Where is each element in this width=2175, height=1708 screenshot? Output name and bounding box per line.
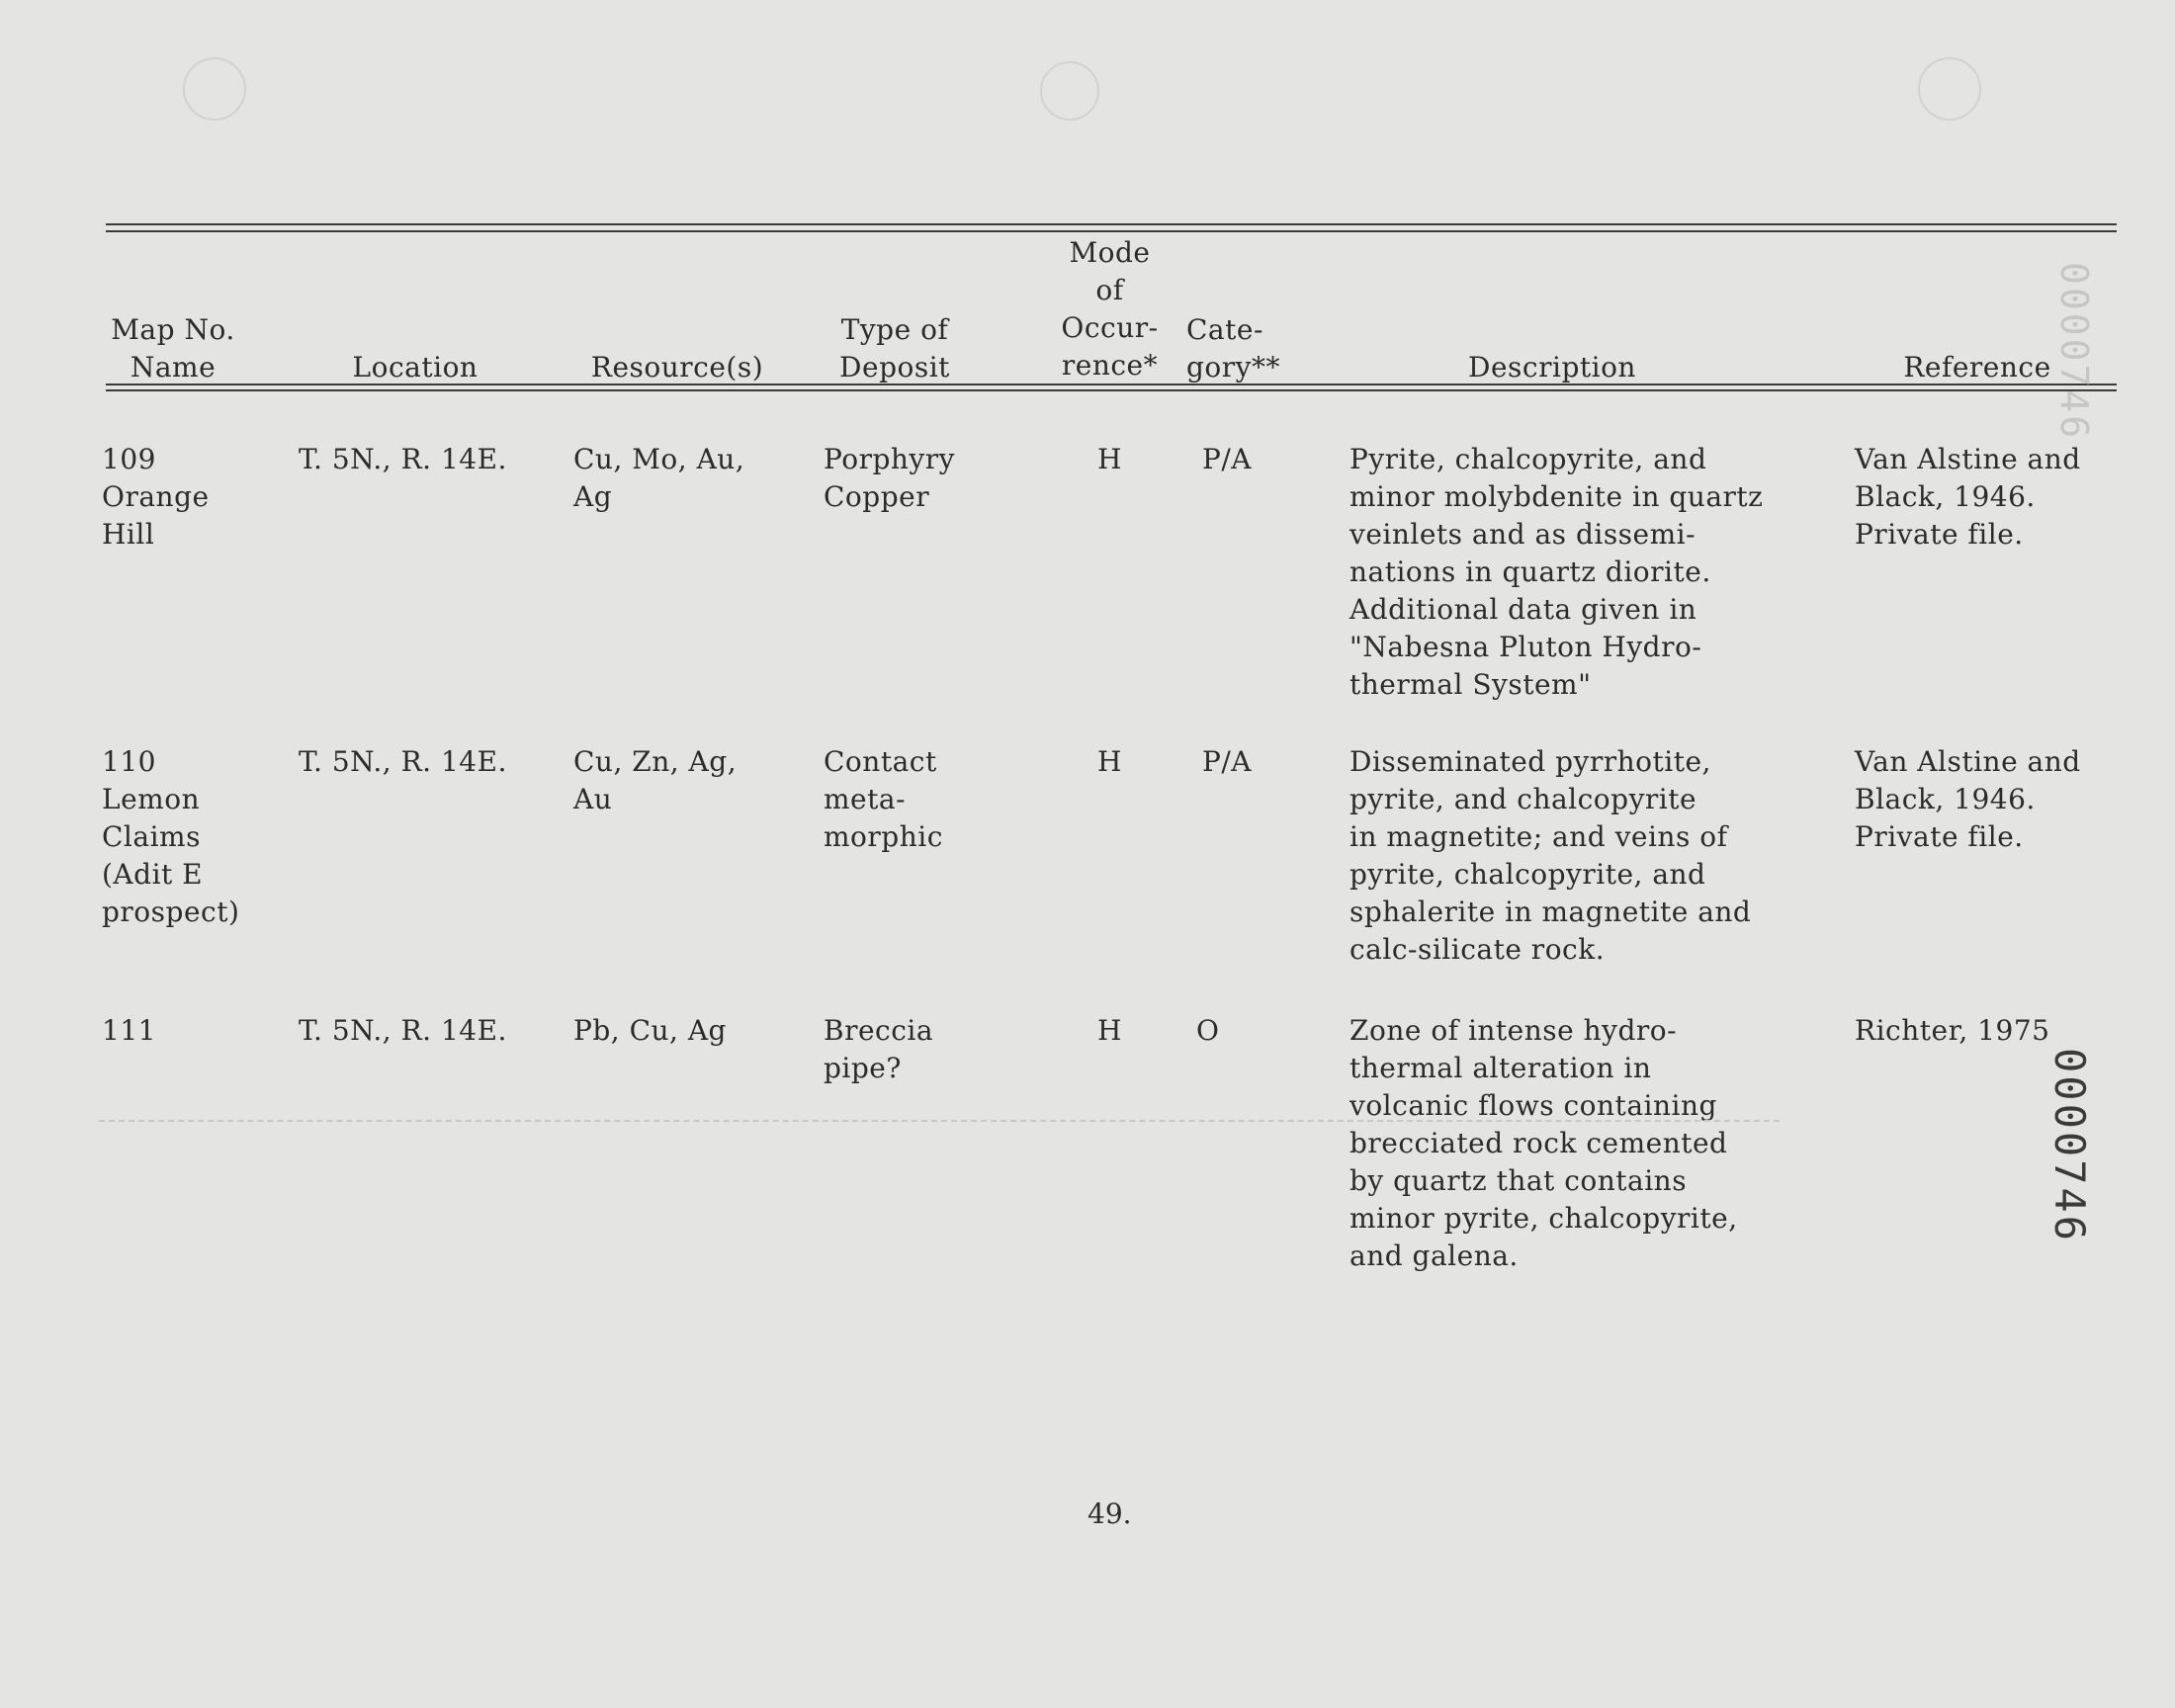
cell-line: O [1196, 1014, 1220, 1047]
header-mode-line: Mode [1069, 236, 1151, 269]
header-rule-2 [106, 389, 2117, 391]
header-category-line: gory** [1186, 351, 1280, 384]
cell-line: in magnetite; and veins of [1349, 820, 1728, 853]
cell-line: sphalerite in magnetite and [1349, 896, 1752, 928]
cell-mode [1097, 441, 1157, 478]
cell-line: Disseminated pyrrhotite, [1349, 745, 1711, 778]
cell-line: P/A [1202, 443, 1252, 475]
cell-location [299, 743, 556, 781]
cell-line: pyrite, and chalcopyrite [1349, 783, 1697, 815]
cell-line: volcanic flows containing [1349, 1089, 1717, 1122]
cell-deposit [824, 743, 1021, 856]
cell-deposit [824, 441, 1021, 516]
punch-hole-right [1918, 57, 1981, 121]
header-description [1345, 349, 1760, 386]
header-description-label: Description [1468, 351, 1636, 384]
header-rule [106, 384, 2117, 385]
cell-reference [1855, 743, 2122, 856]
header-mode-line: Occur- [1061, 311, 1159, 344]
punch-hole-left [183, 57, 246, 121]
header-category-line: Cate- [1186, 313, 1263, 346]
cell-description [1349, 743, 1844, 969]
cell-line: Copper [824, 480, 930, 513]
cell-line: H [1097, 443, 1122, 475]
cell-deposit [824, 1012, 1021, 1087]
cell-line: Zone of intense hydro- [1349, 1014, 1678, 1047]
header-resources [568, 349, 786, 386]
top-rule-2 [106, 230, 2117, 232]
cell-category [1202, 743, 1311, 781]
cell-line: H [1097, 745, 1122, 778]
cell-line: and galena. [1349, 1239, 1519, 1272]
cell-line: Pb, Cu, Ag [573, 1014, 727, 1047]
cell-mode [1097, 1012, 1157, 1050]
cell-line: Cu, Zn, Ag, [573, 745, 738, 778]
cell-line: Lemon [102, 783, 201, 815]
header-mode-line: rence* [1061, 349, 1159, 382]
top-rule [106, 223, 2117, 225]
cell-line: meta- [824, 783, 907, 815]
cell-description [1349, 441, 1844, 704]
cell-line: brecciated rock cemented [1349, 1127, 1728, 1159]
header-reference-label: Reference [1903, 351, 2051, 384]
cell-line: morphic [824, 820, 943, 853]
cell-line: 110 [102, 745, 156, 778]
cell-map-no [102, 1012, 270, 1050]
cell-line: prospect) [102, 896, 240, 928]
cell-location [299, 1012, 556, 1050]
cell-map-no [102, 743, 270, 931]
cell-line: pipe? [824, 1052, 902, 1084]
cell-line: Van Alstine and [1855, 745, 2081, 778]
cell-line: T. 5N., R. 14E. [299, 745, 507, 778]
cell-line: T. 5N., R. 14E. [299, 1014, 507, 1047]
cell-category [1202, 441, 1311, 478]
cell-map-no [102, 441, 270, 554]
cell-line: T. 5N., R. 14E. [299, 443, 507, 475]
cell-line: 111 [102, 1014, 156, 1047]
cell-line: minor molybdenite in quartz [1349, 480, 1764, 513]
header-type-of-deposit-line: Deposit [839, 351, 950, 384]
cell-line: Black, 1946. [1855, 783, 2036, 815]
cell-reference [1855, 1012, 2062, 1050]
cell-line: Black, 1946. [1855, 480, 2036, 513]
cell-line: Cu, Mo, Au, [573, 443, 745, 475]
cell-reference [1855, 441, 2122, 554]
cell-category [1196, 1012, 1305, 1050]
page-number: 49. [1088, 1497, 1132, 1530]
cell-line: P/A [1202, 745, 1252, 778]
cell-line: Au [573, 783, 613, 815]
header-category [1186, 311, 1325, 386]
cell-line: veinlets and as dissemi- [1349, 518, 1696, 551]
header-mode-line: of [1095, 274, 1124, 306]
cell-mode [1097, 743, 1157, 781]
header-location-label: Location [352, 351, 478, 384]
faint-dashed-line [99, 1120, 1780, 1122]
header-map-no-line: Name [130, 351, 217, 384]
cell-line: Contact [824, 745, 937, 778]
cell-line: Pyrite, chalcopyrite, and [1349, 443, 1707, 475]
cell-line: thermal System" [1349, 668, 1592, 701]
header-location [316, 349, 514, 386]
cell-location [299, 441, 556, 478]
header-map-no-line: Map No. [111, 313, 235, 346]
cell-line: "Nabesna Pluton Hydro- [1349, 631, 1702, 663]
cell-line: thermal alteration in [1349, 1052, 1652, 1084]
cell-line: Claims [102, 820, 201, 853]
cell-line: Ag [573, 480, 613, 513]
header-type-of-deposit-line: Type of [840, 313, 949, 346]
cell-line: Private file. [1855, 518, 2024, 551]
cell-line: H [1097, 1014, 1122, 1047]
bleed-through-stamp: 0000746 [2052, 262, 2096, 442]
cell-line: Private file. [1855, 820, 2024, 853]
cell-line: Additional data given in [1349, 593, 1697, 626]
cell-description [1349, 1012, 1844, 1275]
cell-resources [573, 441, 791, 516]
cell-line: Orange [102, 480, 210, 513]
punch-hole-center [1040, 61, 1099, 121]
cell-line: by quartz that contains [1349, 1164, 1688, 1197]
document-stamp-number: 0000746 [2045, 1048, 2094, 1244]
cell-line: Van Alstine and [1855, 443, 2081, 475]
cell-line: Richter, 1975 [1855, 1014, 2050, 1047]
header-map-no [94, 311, 252, 386]
cell-line: minor pyrite, chalcopyrite, [1349, 1202, 1738, 1235]
cell-line: 109 [102, 443, 156, 475]
header-type-of-deposit [811, 311, 979, 386]
cell-line: calc-silicate rock. [1349, 933, 1606, 966]
cell-line: nations in quartz diorite. [1349, 555, 1711, 588]
cell-line: Hill [102, 518, 155, 551]
cell-line: (Adit E [102, 858, 204, 891]
header-resources-label: Resource(s) [590, 351, 764, 384]
cell-line: Porphyry [824, 443, 955, 475]
cell-resources [573, 743, 791, 818]
cell-line: Breccia [824, 1014, 934, 1047]
cell-line: pyrite, chalcopyrite, and [1349, 858, 1706, 891]
cell-resources [573, 1012, 791, 1050]
header-mode-of-occurrence [1033, 234, 1186, 384]
